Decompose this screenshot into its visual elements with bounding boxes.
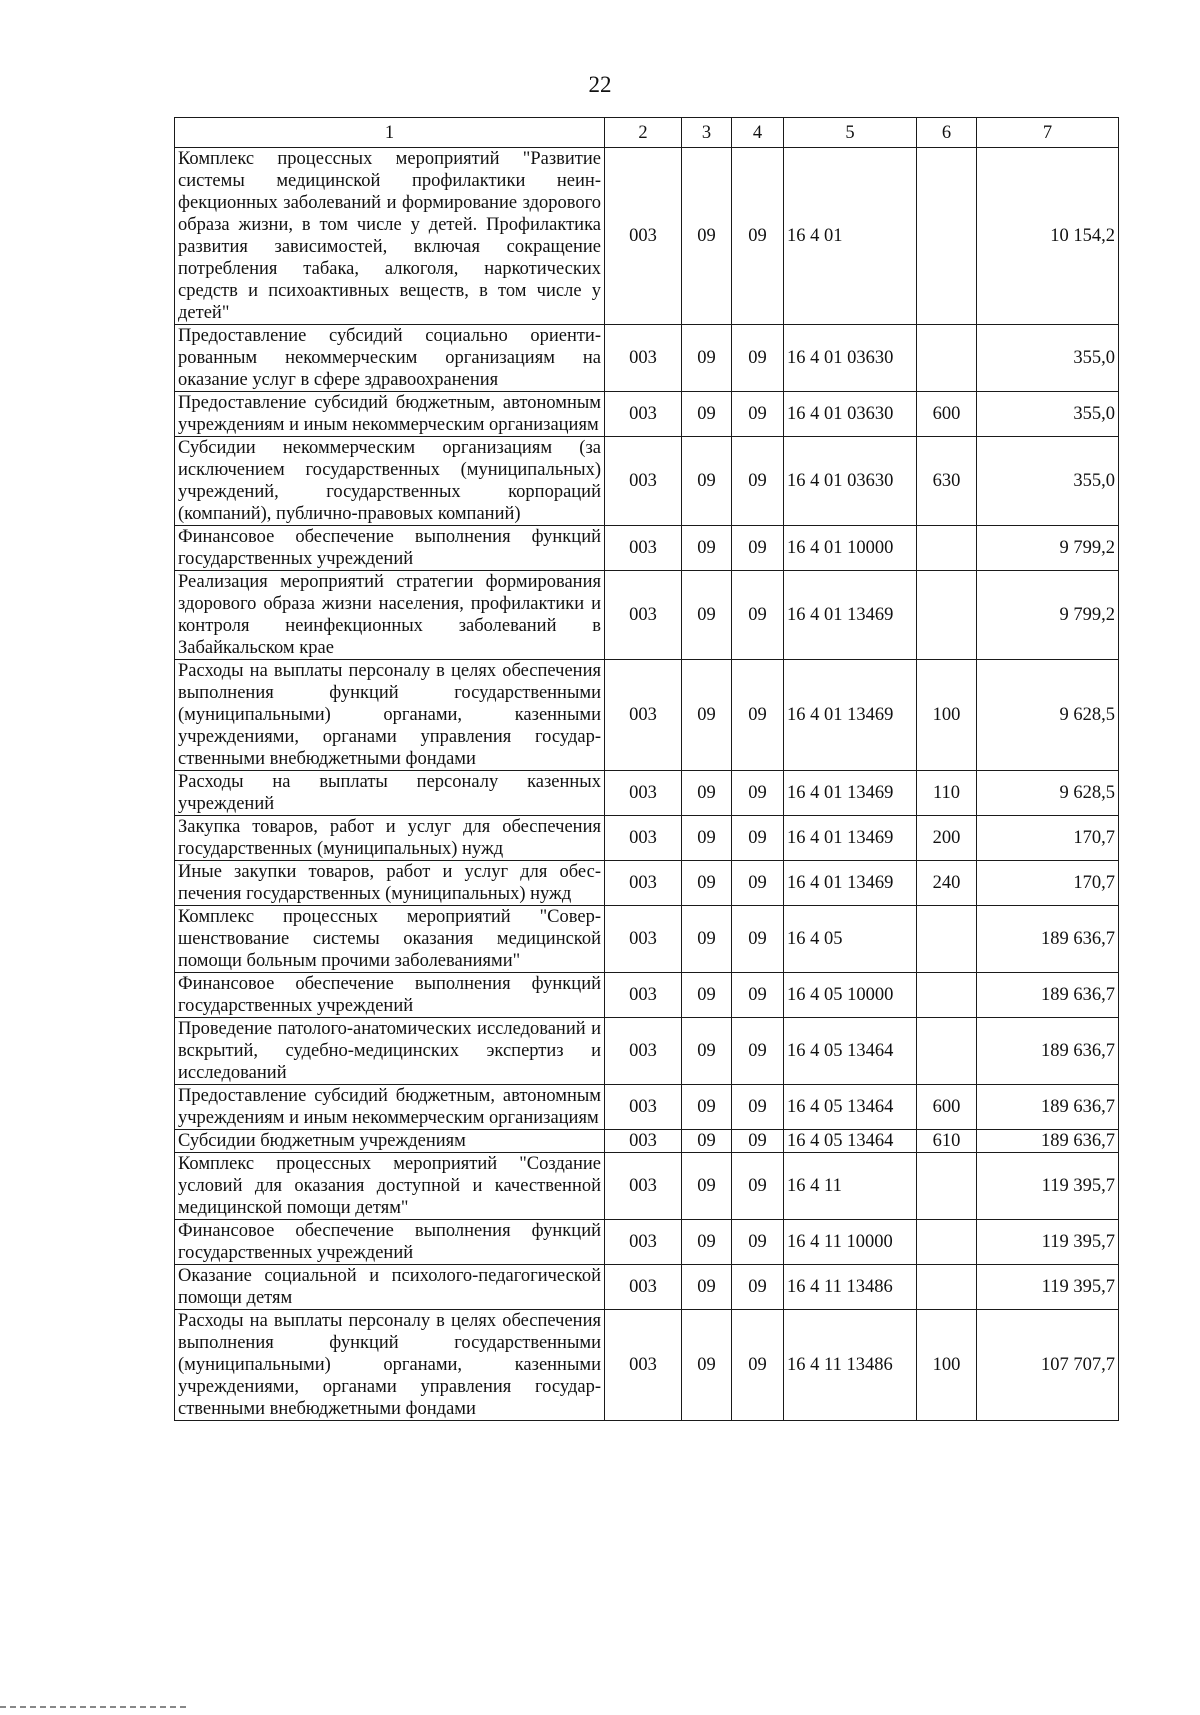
item-name-cell: Закупка товаров, работ и услуг для обеспечения государственных (муниципальных) нужд [175,816,605,861]
target-article-code-cell: 16 4 01 13469 [784,771,917,816]
section-code-cell: 09 [682,1018,732,1085]
table-row [175,1130,1119,1153]
column-header: 7 [977,118,1119,148]
subsection-code-cell: 09 [732,861,784,906]
amount-cell: 119 395,7 [977,1265,1119,1310]
table-row [175,1018,1119,1085]
subsection-code-cell: 09 [732,1018,784,1085]
amount-cell: 9 628,5 [977,771,1119,816]
expense-type-code-cell [917,571,977,660]
expense-type-code-cell [917,906,977,973]
ministry-code-cell: 003 [605,660,682,771]
target-article-code-cell: 16 4 11 13486 [784,1265,917,1310]
expense-type-code-cell: 610 [917,1130,977,1153]
section-code-cell: 09 [682,1265,732,1310]
section-code-cell: 09 [682,571,732,660]
item-name-cell: Субсидии некоммерческим организациям (за исключением государственных (муниципальных) учреждений, государственных корпораций (компаний), публично-правовых компаний) [175,437,605,526]
expense-type-code-cell: 630 [917,437,977,526]
target-article-code-cell: 16 4 01 03630 [784,392,917,437]
section-code-cell: 09 [682,906,732,973]
expense-type-code-cell [917,148,977,325]
target-article-code-cell: 16 4 01 13469 [784,571,917,660]
subsection-code-cell: 09 [732,392,784,437]
amount-cell: 189 636,7 [977,1085,1119,1130]
subsection-code-cell: 09 [732,1265,784,1310]
ministry-code-cell: 003 [605,973,682,1018]
budget-table [174,117,1119,1421]
table-row [175,571,1119,660]
amount-cell: 10 154,2 [977,148,1119,325]
ministry-code-cell: 003 [605,1310,682,1421]
item-name-cell: Предоставление субсидий бюджетным, автономным учреждениям и иным некоммерческим организациям [175,1085,605,1130]
section-code-cell: 09 [682,437,732,526]
target-article-code-cell: 16 4 01 [784,148,917,325]
section-code-cell: 09 [682,325,732,392]
item-name-cell: Расходы на выплаты персоналу в целях обеспечения выполнения функций государственными (муниципальными) органами, казенными учреждениями, органами управления государственными внебюджетными фондами [175,660,605,771]
ministry-code-cell: 003 [605,437,682,526]
ministry-code-cell: 003 [605,148,682,325]
amount-cell: 9 799,2 [977,571,1119,660]
ministry-code-cell: 003 [605,1265,682,1310]
subsection-code-cell: 09 [732,437,784,526]
amount-cell: 119 395,7 [977,1153,1119,1220]
subsection-code-cell: 09 [732,325,784,392]
section-code-cell: 09 [682,861,732,906]
ministry-code-cell: 003 [605,392,682,437]
ministry-code-cell: 003 [605,1085,682,1130]
subsection-code-cell: 09 [732,148,784,325]
subsection-code-cell: 09 [732,1130,784,1153]
expense-type-code-cell: 600 [917,1085,977,1130]
ministry-code-cell: 003 [605,1130,682,1153]
subsection-code-cell: 09 [732,1220,784,1265]
section-code-cell: 09 [682,148,732,325]
amount-cell: 355,0 [977,325,1119,392]
table-row [175,861,1119,906]
ministry-code-cell: 003 [605,771,682,816]
table-row [175,1220,1119,1265]
column-header: 4 [732,118,784,148]
column-header: 5 [784,118,917,148]
item-name-cell: Финансовое обеспечение выполнения функций государственных учреждений [175,1220,605,1265]
table-row [175,1265,1119,1310]
item-name-cell: Комплекс процессных мероприятий "Создание условий для оказания доступной и качественной медицинской помощи детям" [175,1153,605,1220]
item-name-cell: Расходы на выплаты персоналу в целях обеспечения выполнения функций государственными (муниципальными) органами, казенными учреждениями, органами управления государственными внебюджетными фондами [175,1310,605,1421]
item-name-cell: Комплекс процессных мероприятий "Развитие системы медицинской профилактики неинфекционных заболеваний и формирование здорового образа жизни, в том числе у детей. Профилактика развития зависимостей, включая сокращение потребления табака, алкоголя, наркотических средств и психоактивных веществ, в том числе у детей" [175,148,605,325]
table-body [175,148,1119,1421]
table-row [175,973,1119,1018]
subsection-code-cell: 09 [732,1310,784,1421]
ministry-code-cell: 003 [605,571,682,660]
expense-type-code-cell: 110 [917,771,977,816]
target-article-code-cell: 16 4 05 [784,906,917,973]
target-article-code-cell: 16 4 05 13464 [784,1085,917,1130]
scan-artifact-line [0,1706,190,1708]
target-article-code-cell: 16 4 01 13469 [784,816,917,861]
table-row [175,1085,1119,1130]
item-name-cell: Предоставление субсидий бюджетным, автономным учреждениям и иным некоммерческим организациям [175,392,605,437]
amount-cell: 189 636,7 [977,906,1119,973]
ministry-code-cell: 003 [605,526,682,571]
ministry-code-cell: 003 [605,816,682,861]
target-article-code-cell: 16 4 05 10000 [784,973,917,1018]
item-name-cell: Проведение патолого-анатомических исследований и вскрытий, судебно-медицинских экспертиз и исследований [175,1018,605,1085]
table-row [175,392,1119,437]
section-code-cell: 09 [682,771,732,816]
expense-type-code-cell [917,1018,977,1085]
table-row [175,906,1119,973]
ministry-code-cell: 003 [605,906,682,973]
section-code-cell: 09 [682,816,732,861]
section-code-cell: 09 [682,660,732,771]
expense-type-code-cell: 200 [917,816,977,861]
amount-cell: 119 395,7 [977,1220,1119,1265]
ministry-code-cell: 003 [605,861,682,906]
subsection-code-cell: 09 [732,571,784,660]
table-row [175,325,1119,392]
amount-cell: 189 636,7 [977,1018,1119,1085]
target-article-code-cell: 16 4 05 13464 [784,1018,917,1085]
table-row [175,816,1119,861]
target-article-code-cell: 16 4 01 13469 [784,861,917,906]
target-article-code-cell: 16 4 05 13464 [784,1130,917,1153]
table-row [175,771,1119,816]
section-code-cell: 09 [682,1220,732,1265]
column-header: 6 [917,118,977,148]
expense-type-code-cell [917,1220,977,1265]
section-code-cell: 09 [682,973,732,1018]
item-name-cell: Комплекс процессных мероприятий "Совершенствование системы оказания медицинской помощи больным прочими заболеваниями" [175,906,605,973]
amount-cell: 9 628,5 [977,660,1119,771]
target-article-code-cell: 16 4 01 13469 [784,660,917,771]
column-header: 3 [682,118,732,148]
expense-type-code-cell: 240 [917,861,977,906]
item-name-cell: Оказание социальной и психолого-педагогической помощи детям [175,1265,605,1310]
target-article-code-cell: 16 4 11 10000 [784,1220,917,1265]
subsection-code-cell: 09 [732,973,784,1018]
item-name-cell: Предоставление субсидий социально ориентированным некоммерческим организациям на оказание услуг в сфере здравоохранения [175,325,605,392]
expense-type-code-cell: 600 [917,392,977,437]
section-code-cell: 09 [682,526,732,571]
table-row [175,660,1119,771]
amount-cell: 170,7 [977,861,1119,906]
expense-type-code-cell: 100 [917,1310,977,1421]
table-row [175,148,1119,325]
amount-cell: 355,0 [977,392,1119,437]
expense-type-code-cell [917,1265,977,1310]
section-code-cell: 09 [682,1085,732,1130]
target-article-code-cell: 16 4 01 03630 [784,437,917,526]
column-header: 1 [175,118,605,148]
target-article-code-cell: 16 4 11 [784,1153,917,1220]
target-article-code-cell: 16 4 11 13486 [784,1310,917,1421]
table-row [175,1310,1119,1421]
subsection-code-cell: 09 [732,771,784,816]
amount-cell: 189 636,7 [977,973,1119,1018]
item-name-cell: Расходы на выплаты персоналу казенных учреждений [175,771,605,816]
target-article-code-cell: 16 4 01 10000 [784,526,917,571]
item-name-cell: Иные закупки товаров, работ и услуг для обеспечения государственных (муниципальных) нужд [175,861,605,906]
section-code-cell: 09 [682,392,732,437]
item-name-cell: Финансовое обеспечение выполнения функций государственных учреждений [175,526,605,571]
ministry-code-cell: 003 [605,325,682,392]
subsection-code-cell: 09 [732,816,784,861]
subsection-code-cell: 09 [732,1085,784,1130]
page-number: 22 [588,72,612,97]
subsection-code-cell: 09 [732,660,784,771]
expense-type-code-cell [917,325,977,392]
item-name-cell: Субсидии бюджетным учреждениям [175,1130,605,1153]
header-row [175,118,1119,148]
table-row [175,437,1119,526]
amount-cell: 189 636,7 [977,1130,1119,1153]
column-header: 2 [605,118,682,148]
subsection-code-cell: 09 [732,1153,784,1220]
item-name-cell: Финансовое обеспечение выполнения функций государственных учреждений [175,973,605,1018]
expense-type-code-cell [917,973,977,1018]
expense-type-code-cell [917,526,977,571]
amount-cell: 170,7 [977,816,1119,861]
ministry-code-cell: 003 [605,1153,682,1220]
section-code-cell: 09 [682,1153,732,1220]
amount-cell: 9 799,2 [977,526,1119,571]
ministry-code-cell: 003 [605,1018,682,1085]
ministry-code-cell: 003 [605,1220,682,1265]
item-name-cell: Реализация мероприятий стратегии формирования здорового образа жизни населения, профилактики и контроля неинфекционных заболеваний в Забайкальском крае [175,571,605,660]
amount-cell: 107 707,7 [977,1310,1119,1421]
amount-cell: 355,0 [977,437,1119,526]
expense-type-code-cell: 100 [917,660,977,771]
table-row [175,526,1119,571]
section-code-cell: 09 [682,1310,732,1421]
expense-type-code-cell [917,1153,977,1220]
table-row [175,1153,1119,1220]
target-article-code-cell: 16 4 01 03630 [784,325,917,392]
section-code-cell: 09 [682,1130,732,1153]
subsection-code-cell: 09 [732,906,784,973]
subsection-code-cell: 09 [732,526,784,571]
